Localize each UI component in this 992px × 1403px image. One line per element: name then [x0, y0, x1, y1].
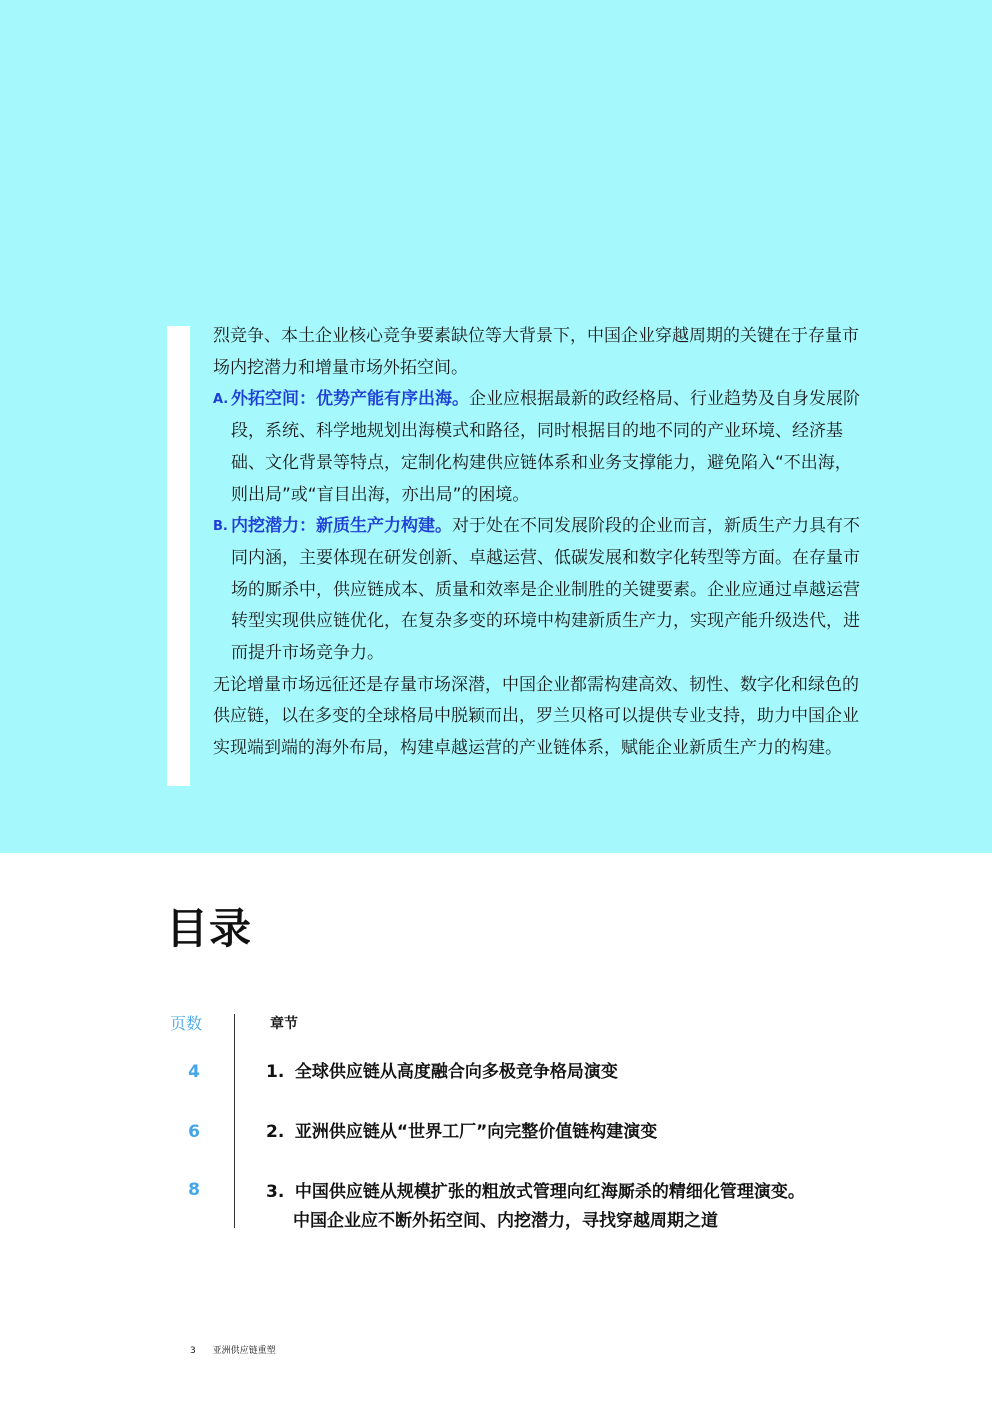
chapter-number: 2.	[266, 1122, 285, 1142]
item-heading: 内挖潜力：新质生产力构建。	[231, 516, 452, 537]
chapter-title-continued: 中国企业应不断外拓空间、内挖潜力，寻找穿越周期之道	[293, 1211, 718, 1231]
quote-accent-bar	[167, 326, 190, 786]
strategy-item-b	[213, 511, 863, 670]
item-heading: 外拓空间：优势产能有序出海。	[231, 389, 469, 410]
toc-chapters-header: 章节	[270, 1016, 298, 1032]
toc-divider	[234, 1014, 235, 1228]
chapter-title: 全球供应链从高度融合向多极竞争格局演变	[294, 1062, 618, 1082]
toc-title: 目录	[166, 904, 253, 953]
intro-text-block	[213, 321, 863, 765]
item-marker: B.	[213, 519, 228, 535]
conclusion-paragraph: 无论增量市场远征还是存量市场深潜，中国企业都需构建高效、韧性、数字化和绿色的供应链，以在多变的全球格局中脱颖而出，罗兰贝格可以提供专业支持，助力中国企业实现端到端的海外布局，构建卓越运营的产业链体系，赋能企业新质生产力的构建。	[213, 674, 859, 759]
item-body: 企业应根据最新的政经格局、行业趋势及自身发展阶段，系统、科学地规划出海模式和路径，同时根据目的地不同的产业环境、经济基础、文化背景等特点，定制化构建供应链体系和业务支撑能力，避免陷入“不出海，则出局”或“盲目出海，亦出局”的困境。	[231, 389, 860, 505]
strategy-item-a	[213, 384, 863, 511]
chapter-number: 3.	[266, 1182, 285, 1202]
chapter-title: 亚洲供应链从“世界工厂”向完整价值链构建演变	[294, 1122, 658, 1142]
toc-entry[interactable]	[266, 1058, 866, 1087]
toc-entry[interactable]	[266, 1118, 866, 1147]
toc-page-number[interactable]: 4	[188, 1062, 200, 1082]
item-body: 对于处在不同发展阶段的企业而言，新质生产力具有不同内涵，主要体现在研发创新、卓越运营、低碳发展和数字化转型等方面。在存量市场的厮杀中，供应链成本、质量和效率是企业制胜的关键要素。企业应通过卓越运营转型实现供应链优化，在复杂多变的环境中构建新质生产力，实现产能升级迭代，进而提升市场竞争力。	[231, 516, 860, 664]
footer-page-number: 3	[190, 1346, 196, 1356]
toc-pages-header: 页数	[169, 1014, 202, 1033]
footer-publication-title: 亚洲供应链重塑	[212, 1346, 276, 1356]
toc-page-number[interactable]: 6	[188, 1122, 200, 1142]
toc-page-number[interactable]: 8	[188, 1180, 200, 1200]
item-marker: A.	[213, 392, 229, 408]
chapter-number: 1.	[266, 1062, 285, 1082]
chapter-title: 中国供应链从规模扩张的粗放式管理向红海厮杀的精细化管理演变。	[294, 1182, 805, 1202]
intro-paragraph: 烈竞争、本土企业核心竞争要素缺位等大背景下，中国企业穿越周期的关键在于存量市场内挖潜力和增量市场外拓空间。	[213, 326, 859, 378]
toc-entry[interactable]	[266, 1178, 866, 1236]
page-footer	[190, 1343, 276, 1356]
